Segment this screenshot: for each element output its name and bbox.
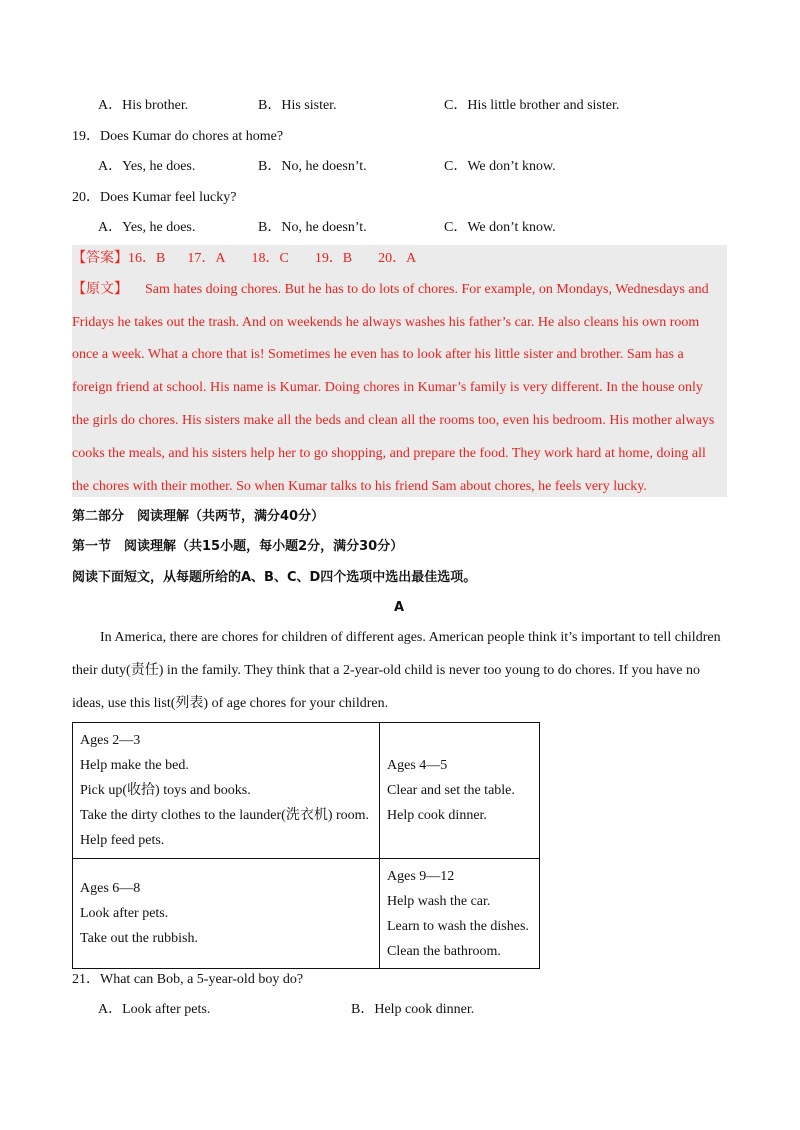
section1-heading: 第一节 阅读理解（共15小题，每小题2分，满分30分） bbox=[72, 539, 404, 554]
chore-item: Help wash the car. bbox=[387, 893, 491, 909]
answer-item: 20．A bbox=[378, 251, 417, 266]
chore-item: Help feed pets. bbox=[80, 833, 165, 848]
q19-option-c: C．We don’t know. bbox=[444, 159, 556, 174]
age-range: Ages 9—12 bbox=[387, 868, 455, 884]
q20-question: 20．Does Kumar feel lucky? bbox=[72, 190, 237, 205]
q21-option-a: A．Look after pets. bbox=[98, 1002, 211, 1017]
age-range: Ages 4—5 bbox=[387, 758, 448, 773]
q19-option-b: B．No, he doesn’t. bbox=[258, 159, 367, 174]
answer-item: 18．C bbox=[251, 251, 289, 266]
chore-item: Help cook dinner. bbox=[387, 808, 487, 823]
age-range: Ages 2—3 bbox=[80, 733, 141, 748]
chores-table bbox=[72, 722, 540, 969]
transcript-line: Fridays he takes out the trash. And on weekends he always washes his father’s car. He also cleans his own room bbox=[72, 315, 700, 330]
transcript-line: once a week. What a chore that is! Sometimes he even has to look after his little sister and brother. Sam has a bbox=[72, 347, 684, 362]
instruction-text: 阅读下面短文，从每题所给的A、B、C、D四个选项中选出最佳选项。 bbox=[72, 570, 477, 585]
transcript-tag: 【原文】 bbox=[72, 282, 128, 297]
chores-cell-ages-6-8 bbox=[73, 859, 380, 969]
transcript-line: the chores with their mother. So when Kumar talks to his friend Sam about chores, he feels very lucky. bbox=[72, 479, 647, 494]
q19-option-a: A．Yes, he does. bbox=[98, 159, 196, 174]
age-range: Ages 6—8 bbox=[80, 881, 141, 896]
q19-question: 19．Does Kumar do chores at home? bbox=[72, 129, 284, 144]
q18-option-b: B．His sister. bbox=[258, 98, 337, 113]
transcript-line: foreign friend at school. His name is Kumar. Doing chores in Kumar’s family is very different. In the house only bbox=[72, 380, 703, 395]
q20-option-c: C．We don’t know. bbox=[444, 220, 556, 235]
chores-cell-ages-9-12 bbox=[380, 859, 540, 969]
q18-option-a: A．His brother. bbox=[98, 98, 189, 113]
chore-item: Learn to wash the dishes. bbox=[387, 918, 529, 934]
chores-cell-ages-2-3 bbox=[73, 723, 380, 859]
chore-item: Help make the bed. bbox=[80, 758, 189, 773]
chore-item: Take the dirty clothes to the launder(洗衣机) room. bbox=[80, 808, 370, 823]
answer-item: 16．B bbox=[128, 251, 166, 266]
passage-letter: A bbox=[394, 600, 405, 615]
answer-tag: 【答案】 bbox=[72, 251, 128, 266]
chores-cell-ages-4-5 bbox=[380, 723, 540, 859]
chore-item: Take out the rubbish. bbox=[80, 931, 198, 946]
passage-line: their duty(责任) in the family. They think that a 2-year-old child is never too young to do chores. If you have no bbox=[72, 663, 701, 678]
q21-question: 21．What can Bob, a 5-year-old boy do? bbox=[72, 972, 304, 987]
passage-line: In America, there are chores for children of different ages. American people think it’s important to tell children bbox=[100, 630, 721, 645]
answer-line bbox=[72, 250, 416, 268]
answer-item: 19．B bbox=[314, 251, 353, 266]
transcript-line: the girls do chores. His sisters make all the beds and clean all the rooms too, even his bedroom. His mother always bbox=[72, 413, 715, 428]
transcript-line: Sam hates doing chores. But he has to do lots of chores. For example, on Mondays, Wednesdays and bbox=[145, 282, 709, 297]
part2-heading: 第二部分 阅读理解（共两节，满分40分） bbox=[72, 509, 325, 524]
chore-item: Pick up(收拾) toys and books. bbox=[80, 783, 251, 798]
transcript-line: cooks the meals, and his sisters help her to go shopping, and prepare the food. They work hard at home, doing all bbox=[72, 446, 706, 461]
chore-item: Clean the bathroom. bbox=[387, 943, 501, 959]
passage-line: ideas, use this list(列表) of age chores for your children. bbox=[72, 696, 389, 711]
answer-item: 17．A bbox=[187, 251, 226, 266]
q18-option-c: C．His little brother and sister. bbox=[444, 98, 620, 113]
q21-option-b: B．Help cook dinner. bbox=[351, 1002, 475, 1017]
chore-item: Look after pets. bbox=[80, 906, 169, 921]
chore-item: Clear and set the table. bbox=[387, 783, 515, 798]
q20-option-a: A．Yes, he does. bbox=[98, 220, 196, 235]
q20-option-b: B．No, he doesn’t. bbox=[258, 220, 367, 235]
